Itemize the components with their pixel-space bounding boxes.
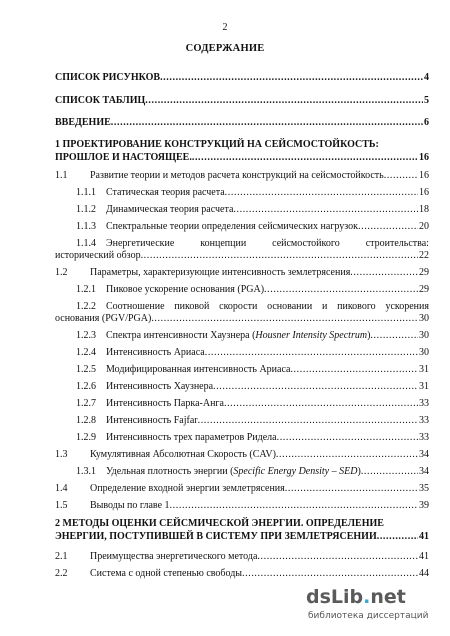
toc-entry-page: 16	[419, 170, 429, 181]
dslib-logo-text	[306, 586, 406, 608]
toc-word: Энергетические	[106, 238, 175, 249]
toc-entry-introduction[interactable]	[55, 117, 429, 129]
toc-entry-page: 18	[419, 204, 429, 215]
toc-entry-line1[interactable]: Соотношение пиковой скорости основании и пикового ускорения	[106, 301, 429, 312]
toc-entry-page: 30	[419, 330, 429, 341]
page-number: 2	[222, 22, 228, 33]
toc-entry-page: 30	[419, 347, 429, 358]
toc-entry-number: 1.2.2	[76, 301, 96, 312]
toc-entry-tables[interactable]	[55, 95, 429, 107]
toc-entry-text: Развитие теории и методов расчета конструкций на сейсмостойкость	[90, 170, 384, 181]
toc-entry[interactable]	[90, 267, 429, 279]
toc-entry-page: 30	[419, 313, 429, 324]
toc-entry-page: 6	[424, 117, 429, 128]
toc-entry-text: Интенсивность Fajfar	[106, 415, 198, 426]
dslib-logo	[306, 586, 406, 608]
toc-entry-number: 1.1.1	[76, 187, 96, 198]
toc-entry-text-part: Спектра интенсивности Хаузнера (	[106, 330, 256, 341]
toc-entry[interactable]	[106, 204, 429, 216]
toc-entry-text: Интенсивность Парка-Анга	[106, 398, 224, 409]
dslib-subtitle: библиотека диссертаций	[308, 611, 429, 621]
toc-entry-number: 1.2.1	[76, 284, 96, 295]
toc-entry-page: 29	[419, 267, 429, 278]
toc-entry-text: Интенсивность Хаузнера	[106, 381, 214, 392]
toc-entry[interactable]	[90, 500, 429, 512]
toc-entry[interactable]	[90, 568, 429, 580]
toc-entry-number: 1.2.6	[76, 381, 96, 392]
toc-entry-italic: Specific Energy Density – SED	[233, 466, 358, 477]
toc-entry-page: 33	[419, 432, 429, 443]
toc-word: сейсмостойкого	[272, 238, 340, 249]
toc-entry-number: 1.2.8	[76, 415, 96, 426]
toc-word: концепции	[200, 238, 247, 249]
toc-entry[interactable]	[106, 398, 429, 410]
toc-entry-text-end: )	[367, 330, 371, 341]
toc-entry-text: Спектральные теории определения сейсмических нагрузок	[106, 221, 359, 232]
toc-entry-text: исторический обзор	[55, 250, 141, 261]
toc-entry[interactable]	[106, 187, 429, 199]
toc-entry-number: 1.5	[55, 500, 68, 511]
toc-entry[interactable]	[90, 483, 429, 495]
toc-entry-number: 1.3.1	[76, 466, 96, 477]
toc-entry-page: 41	[419, 531, 429, 542]
toc-entry[interactable]	[106, 466, 429, 478]
toc-entry-text	[106, 466, 361, 478]
toc-entry-page: 44	[419, 568, 429, 579]
toc-title: СОДЕРЖАНИЕ	[185, 43, 265, 54]
toc-entry-page: 34	[419, 449, 429, 460]
toc-chapter-1-line2[interactable]	[55, 152, 429, 164]
dslib-watermark	[306, 586, 446, 630]
toc-entry-text: СПИСОК РИСУНКОВ	[55, 72, 161, 83]
toc-entry-number: 1.2.4	[76, 347, 96, 358]
toc-entry-page: 4	[424, 72, 429, 83]
toc-entry-text: Преимущества энергетического метода	[90, 551, 258, 562]
toc-entry-number: 1.2.3	[76, 330, 96, 341]
toc-entry[interactable]	[90, 170, 429, 182]
toc-entry[interactable]	[106, 284, 429, 296]
toc-entry-page: 29	[419, 284, 429, 295]
toc-entry-text: Статическая теория расчета	[106, 187, 225, 198]
toc-entry-text: Кумулятивная Абсолютная Скорость (CAV)	[90, 449, 276, 460]
toc-entry-page: 22	[419, 250, 429, 261]
toc-entry-page: 16	[419, 187, 429, 198]
toc-entry-text: ВВЕДЕНИЕ	[55, 117, 111, 128]
toc-entry-text: Определение входной энергии землетрясения	[90, 483, 285, 494]
toc-entry-number: 1.2	[55, 267, 68, 278]
toc-entry-text-end: )	[357, 466, 361, 477]
toc-entry-page: 16	[419, 152, 429, 163]
toc-entry-number: 1.1	[55, 170, 68, 181]
toc-word: строительства:	[365, 238, 429, 249]
dslib-logo-end: net	[370, 586, 406, 608]
toc-entry-text: Параметры, характеризующие интенсивность землетрясения	[90, 267, 351, 278]
toc-entry[interactable]	[106, 432, 429, 444]
toc-entry-text: ПРОШЛОЕ И НАСТОЯЩЕЕ.	[55, 152, 192, 163]
toc-entry-text: СПИСОК ТАБЛИЦ	[55, 95, 146, 106]
toc-chapter-2-line2[interactable]	[55, 531, 429, 543]
toc-entry-text: Интенсивность Ариаса	[106, 347, 205, 358]
toc-entry-page: 31	[419, 381, 429, 392]
toc-entry-number: 1.2.7	[76, 398, 96, 409]
toc-entry[interactable]	[106, 347, 429, 359]
toc-entry-page: 20	[419, 221, 429, 232]
toc-entry-text: Система с одной степенью свободы	[90, 568, 243, 579]
toc-entry-page: 41	[419, 551, 429, 562]
toc-entry-text: основания (PGV/PGA)	[55, 313, 152, 324]
toc-entry-text: Модифицированная интенсивность Ариаса	[106, 364, 291, 375]
toc-entry-page: 5	[424, 95, 429, 106]
toc-entry[interactable]	[90, 551, 429, 563]
toc-entry[interactable]	[90, 449, 429, 461]
toc-entry-number: 1.2.5	[76, 364, 96, 375]
toc-entry[interactable]	[106, 221, 429, 233]
toc-entry-page: 33	[419, 398, 429, 409]
toc-entry-page: 34	[419, 466, 429, 477]
toc-entry-number: 1.2.9	[76, 432, 96, 443]
toc-entry[interactable]	[106, 364, 429, 376]
toc-entry-number: 1.1.3	[76, 221, 96, 232]
dslib-logo-main: dsLib	[306, 586, 364, 608]
toc-entry[interactable]	[106, 415, 429, 427]
toc-entry-line1[interactable]	[106, 238, 429, 250]
toc-entry-page: 31	[419, 364, 429, 375]
toc-entry-italic: Housner Intensity Spectrum	[255, 330, 368, 341]
toc-entry-line2[interactable]	[55, 250, 429, 262]
toc-entry-number: 2.2	[55, 568, 68, 579]
toc-entry-number: 1.1.2	[76, 204, 96, 215]
toc-chapter-1-line1[interactable]: 1 ПРОЕКТИРОВАНИЕ КОНСТРУКЦИЙ НА СЕЙСМОСТОЙКОСТЬ:	[55, 139, 379, 150]
toc-entry[interactable]	[106, 381, 429, 393]
toc-chapter-2-line1[interactable]: 2 МЕТОДЫ ОЦЕНКИ СЕЙСМИЧЕСКОЙ ЭНЕРГИИ. ОПРЕДЕЛЕНИЕ	[55, 518, 384, 529]
toc-entry-page: 33	[419, 415, 429, 426]
toc-entry-page: 39	[419, 500, 429, 511]
toc-entry-number: 1.4	[55, 483, 68, 494]
toc-entry[interactable]	[106, 330, 429, 342]
toc-entry-text: Интенсивность трех параметров Ридела	[106, 432, 277, 443]
toc-entry-number: 1.3	[55, 449, 68, 460]
toc-entry-page: 35	[419, 483, 429, 494]
toc-entry-figures[interactable]	[55, 72, 429, 84]
toc-entry-text: Пиковое ускорение основания (PGA)	[106, 284, 265, 295]
toc-entry-number: 2.1	[55, 551, 68, 562]
dslib-logo-dot: .	[363, 586, 371, 608]
toc-entry-line2[interactable]	[55, 313, 429, 325]
toc-entry-text: ЭНЕРГИИ, ПОСТУПИВШЕЙ В СИСТЕМУ ПРИ ЗЕМЛЕТРЯСЕНИИ	[55, 531, 377, 542]
toc-entry-number: 1.1.4	[76, 238, 96, 249]
toc-entry-text: Динамическая теория расчета	[106, 204, 234, 215]
toc-entry-text: Выводы по главе 1	[90, 500, 170, 511]
toc-entry-text	[106, 330, 370, 342]
toc-entry-text-part: Удельная плотность энергии (	[106, 466, 234, 477]
